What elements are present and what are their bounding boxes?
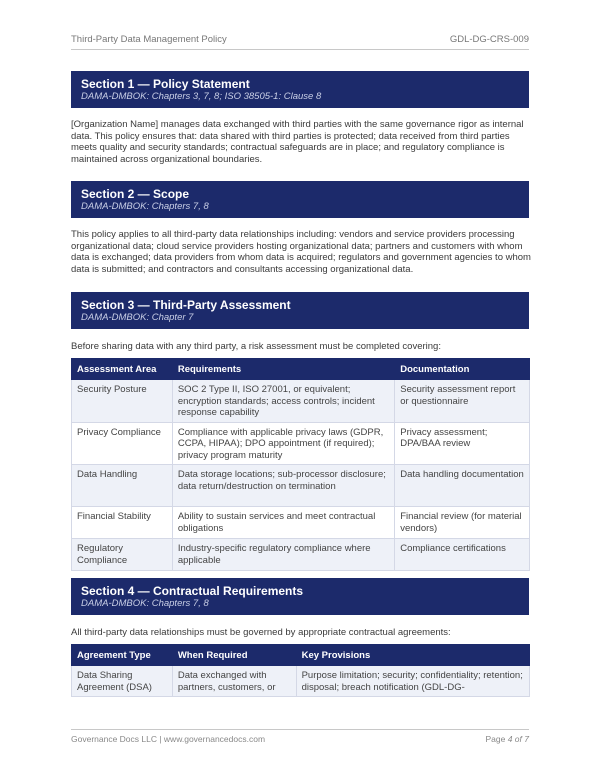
section-2-reference: DAMA-DMBOK: Chapters 7, 8 — [81, 201, 209, 212]
section-4-banner — [71, 578, 529, 615]
assessment-table — [71, 358, 530, 571]
table-cell: SOC 2 Type II, ISO 27001, or equivalent; encryption standards; access controls; incident response capability — [172, 380, 394, 423]
column-header: Documentation — [395, 359, 530, 380]
table-cell: Privacy Compliance — [72, 422, 173, 465]
column-header: Assessment Area — [72, 359, 173, 380]
table-cell: Regulatory Compliance — [72, 539, 173, 571]
column-header: Agreement Type — [72, 645, 173, 666]
section-3-body: Before sharing data with any third party, a risk assessment must be completed covering: — [71, 341, 441, 352]
table-cell: Purpose limitation; security; confidentiality; retention; disposal; breach notification (GDL-DG- — [296, 666, 529, 697]
table-cell: Security assessment report or questionnaire — [395, 380, 530, 423]
table-cell: Data Sharing Agreement (DSA) — [72, 666, 173, 697]
page-label: Page — [485, 734, 508, 744]
section-4-body: All third-party data relationships must be governed by appropriate contractual agreements: — [71, 627, 451, 638]
table-header-row — [72, 645, 530, 666]
table-cell: Data storage locations; sub-processor disclosure; data return/destruction on termination — [172, 465, 394, 507]
section-2-banner — [71, 181, 529, 218]
table-row — [72, 422, 530, 465]
contract-table — [71, 644, 530, 697]
table-cell: Security Posture — [72, 380, 173, 423]
column-header: Requirements — [172, 359, 394, 380]
table-row — [72, 380, 530, 423]
table-header-row — [72, 359, 530, 380]
section-2-title: Section 2 — Scope — [81, 187, 190, 201]
table-row — [72, 507, 530, 539]
page-number — [486, 734, 530, 744]
section-4-reference: DAMA-DMBOK: Chapters 7, 8 — [81, 598, 209, 609]
table-cell: Data Handling — [72, 465, 173, 507]
page-header — [71, 34, 529, 50]
document-title: Third-Party Data Management Policy — [71, 34, 227, 45]
column-header: Key Provisions — [296, 645, 529, 666]
table-cell: Compliance certifications — [395, 539, 530, 571]
section-4-title: Section 4 — Contractual Requirements — [81, 584, 304, 598]
table-cell: Financial review (for material vendors) — [395, 507, 530, 539]
section-1-banner — [71, 71, 529, 108]
table-cell: Industry-specific regulatory compliance where applicable — [172, 539, 394, 571]
section-2-body: This policy applies to all third-party data relationships including: vendors and service providers processing organizational data; cloud service providers hosting organizational data; partners and customers with whom data is exchanged; data providers from whom data is acquired; regulators and government agencies to whom data is submitted; and contractors and consultants accessing organizational data. — [71, 229, 531, 275]
table-cell: Compliance with applicable privacy laws (GDPR, CCPA, HIPAA); DPO appointment (if required); privacy program maturity — [172, 422, 394, 465]
table-row — [72, 465, 530, 507]
section-1-title: Section 1 — Policy Statement — [81, 77, 250, 91]
section-3-title: Section 3 — Third-Party Assessment — [81, 298, 291, 312]
table-row — [72, 666, 530, 697]
table-cell: Privacy assessment; DPA/BAA review — [395, 422, 530, 465]
section-1-body: [Organization Name] manages data exchanged with third parties with the same governance rigor as internal data. This policy ensures that: data shared with third parties is protected; data received from third parties meets quality and security standards; contractual safeguards are in place; and regulatory compliance is maintained across organizational boundaries. — [71, 119, 524, 165]
document-id: GDL-DG-CRS-009 — [449, 34, 529, 45]
table-cell: Ability to sustain services and meet contractual obligations — [172, 507, 394, 539]
page-footer — [71, 729, 529, 748]
column-header: When Required — [172, 645, 296, 666]
footer-company: Governance Docs LLC | www.governancedocs.com — [71, 734, 266, 744]
table-row — [72, 539, 530, 571]
table-cell: Financial Stability — [72, 507, 173, 539]
section-3-banner — [71, 292, 529, 329]
table-cell: Data exchanged with partners, customers, or — [172, 666, 296, 697]
section-3-reference: DAMA-DMBOK: Chapter 7 — [81, 312, 194, 323]
table-cell: Data handling documentation — [395, 465, 530, 507]
page-count: 4 of 7 — [507, 734, 529, 744]
section-1-reference: DAMA-DMBOK: Chapters 3, 7, 8; ISO 38505-1: Clause 8 — [81, 91, 322, 102]
